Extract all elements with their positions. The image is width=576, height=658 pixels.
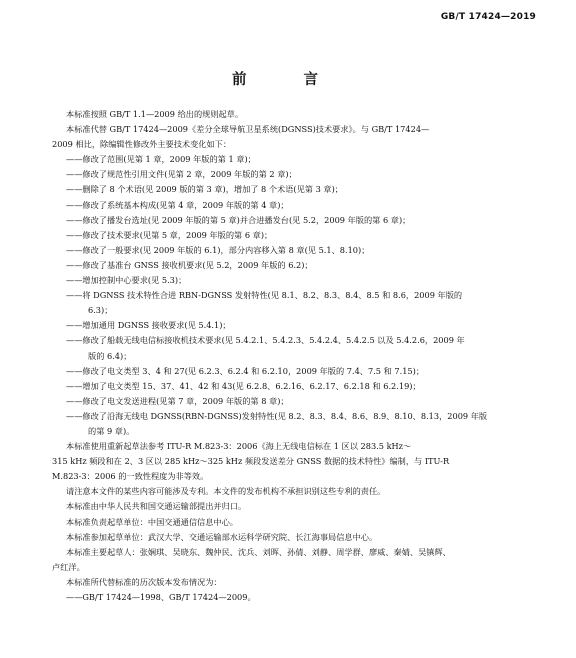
text-line: ——修改了电文发送进程(见第 7 章，2009 年版的第 8 章)； — [66, 395, 289, 406]
text-line: 本标准主要起草人：张娴琪、吴晓东、魏仲民、沈兵、刘晖、孙倩、刘静、周学群、廖威、秦婧、吴镇辉、 — [66, 546, 451, 557]
text-line: 本标准使用重新起草法参考 ITU-R M.823-3：2006《海上无线电信标在 1 区以 283.5 kHz～ — [66, 441, 412, 452]
text-line: 本标准代替 GB/T 17424—2009《差分全球导航卫星系统(DGNSS)技术要求》。与 GB/T 17424— — [66, 124, 430, 135]
text-line: ——将 DGNSS 技术特性合进 RBN-DGNSS 发射特性(见 8.1、8.2、8.3、8.4、8.5 和 8.6，2009 年版的 — [66, 290, 463, 301]
text-line: 请注意本文件的某些内容可能涉及专利。本文件的发布机构不承担识别这些专利的责任。 — [66, 486, 386, 497]
text-line: ——增加通用 DGNSS 接收要求(见 5.4.1)； — [66, 320, 231, 331]
text-line: 315 kHz 频段和在 2、3 区以 285 kHz～325 kHz 频段发送差分 GNSS 数据的技术特性》编制，与 ITU-R — [52, 456, 450, 467]
text-line: ——修改了沿海无线电 DGNSS(RBN-DGNSS)发射特性(见 8.2、8.3、8.4、8.6、8.9、8.10、8.13，2009 年版 — [66, 410, 488, 421]
text-line: 6.3)； — [88, 305, 113, 316]
document-body — [52, 107, 532, 605]
text-line: ——修改了基准台 GNSS 接收机要求(见 5.2，2009 年版的 6.2)； — [66, 259, 313, 270]
page-title: 前 言 — [231, 72, 345, 88]
standard-code: GB/T 17424—2019 — [440, 12, 536, 22]
text-line: ——修改了规范性引用文件(见第 2 章，2009 年版的第 2 章)； — [66, 169, 297, 180]
text-line: ——增加控制中心要求(见 5.3)； — [66, 275, 187, 286]
text-line: ——修改了技术要求(见第 5 章，2009 年版的第 6 章)； — [66, 229, 273, 240]
text-line: 本标准所代替标准的历次版本发布情况为： — [66, 576, 222, 587]
text-line: ——修改了系统基本构成(见第 4 章，2009 年版的第 4 章)； — [66, 199, 289, 210]
text-line: ——修改了播发台选址(见 2009 年版的第 5 章)并合进播发台(见 5.2，2009 年版的第 6 章)； — [66, 214, 411, 225]
text-line: ——修改了电文类型 3、4 和 27(见 6.2.3、6.2.4 和 6.2.10，2009 年版的 7.4、7.5 和 7.15)； — [66, 365, 425, 376]
text-line: 本标准参加起草单位：武汉大学、交通运输部水运科学研究院、长江海事局信息中心。 — [66, 531, 378, 542]
text-line: ——修改了一般要求(见 2009 年版的 6.1)，部分内容移入第 8 章(见 5.1、8.10)； — [66, 244, 370, 255]
text-line: 2009 相比，除编辑性修改外主要技术变化如下： — [52, 139, 232, 150]
text-line: ——增加了电文类型 15、37、41、42 和 43(见 6.2.8、6.2.16、6.2.17、6.2.18 和 6.2.19)； — [66, 380, 421, 391]
text-line: ——GB/T 17424—1998、GB/T 17424—2009。 — [66, 592, 256, 602]
text-line: 版的 6.4)； — [88, 350, 132, 361]
text-line: M.823-3：2006 的一致性程度为非等效。 — [52, 471, 209, 482]
text-line: 卢红洋。 — [52, 561, 85, 572]
text-line: 的第 9 章)。 — [88, 425, 135, 436]
text-line: 本标准由中华人民共和国交通运输部提出并归口。 — [66, 501, 247, 512]
text-line: ——删除了 8 个术语(见 2009 版的第 3 章)，增加了 8 个术语(见第 3 章)； — [66, 184, 343, 195]
text-line: ——修改了范围(见第 1 章，2009 年版的第 1 章)； — [66, 154, 256, 165]
text-line: ——修改了船载无线电信标接收机技术要求(见 5.4.2.1、5.4.2.3、5.4.2.4、5.4.2.5 以及 5.4.2.6，2009 年 — [66, 335, 465, 346]
text-line: 本标准负责起草单位：中国交通通信信息中心。 — [66, 516, 238, 527]
text-line: 本标准按照 GB/T 1.1—2009 给出的规则起草。 — [66, 109, 244, 119]
